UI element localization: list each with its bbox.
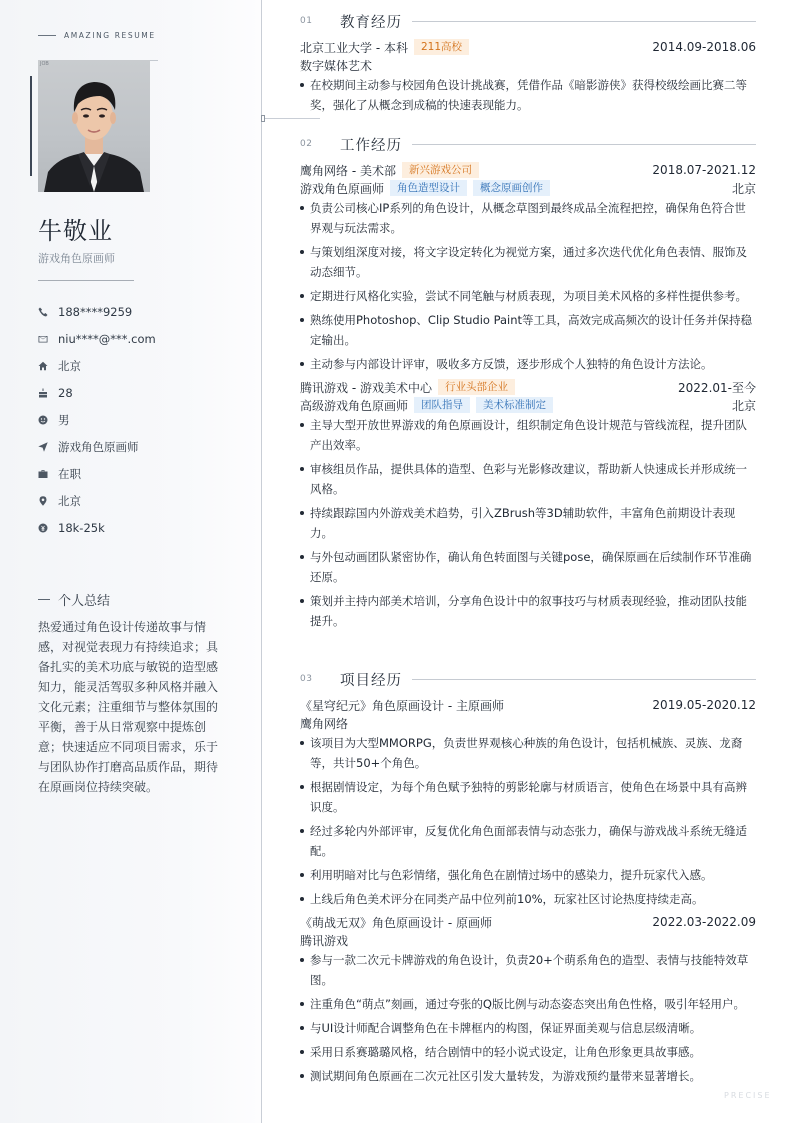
bullet-item: 在校期间主动参与校园角色设计挑战赛，凭借作品《暗影游侠》获得校级绘画比赛二等奖，强化了从概念到成稿的快速表现能力。	[300, 75, 756, 115]
bullet-item: 熟练使用Photoshop、Clip Studio Paint等工具，高效完成高频次的设计任务并保持稳定输出。	[300, 310, 756, 350]
bullet-item: 主动参与内部设计评审，吸收多方反馈，逐步形成个人独特的角色设计方法论。	[300, 354, 756, 374]
section-rule	[412, 21, 756, 22]
project-entry-head	[300, 913, 756, 931]
work-date: 2018.07-2021.12	[652, 163, 756, 177]
bullet-item: 负责公司核心IP系列的角色设计，从概念草图到最终成品全流程把控，确保角色符合世界观与玩法需求。	[300, 198, 756, 238]
section-title: 工作经历	[340, 137, 402, 154]
section-rule	[412, 679, 756, 680]
education-section	[300, 11, 756, 119]
bullet-item: 与UI设计师配合调整角色在卡牌框内的构图，保证界面美观与信息层级清晰。	[300, 1018, 756, 1038]
phone-icon	[38, 306, 58, 318]
section-heading	[300, 11, 756, 31]
contact-value: 18k-25k	[58, 520, 105, 535]
brand-rule	[38, 35, 56, 36]
brand-text: AMAZING RESUME	[64, 31, 156, 40]
work-position-row	[300, 396, 756, 414]
section-title: 教育经历	[340, 14, 402, 31]
company-tag: 行业头部企业	[438, 379, 515, 395]
contact-salary	[38, 514, 156, 541]
contact-target-role	[38, 433, 156, 460]
company-tag: 新兴游戏公司	[402, 162, 479, 178]
company-name: 鹰角网络 - 美术部	[300, 163, 396, 178]
contact-value: 在职	[58, 466, 81, 481]
summary-heading	[38, 590, 110, 609]
project-company: 鹰角网络	[300, 716, 349, 731]
bullet-item: 测试期间角色原画在二次元社区引发大量转发，为游戏预约量带来显著增长。	[300, 1066, 756, 1086]
profile-photo	[38, 60, 150, 192]
work-section	[300, 134, 756, 635]
mail-icon	[38, 333, 58, 345]
bullet-item: 与外包动画团队紧密协作，确认角色转面图与关键pose，确保原画在后续制作环节准确还原。	[300, 547, 756, 587]
education-bullets	[300, 75, 756, 115]
avatar	[38, 60, 150, 192]
brand	[38, 31, 156, 40]
project-name: 《星穹纪元》角色原画设计 - 主原画师	[300, 698, 504, 713]
project-bullets	[300, 950, 756, 1086]
school-name: 北京工业大学 - 本科	[300, 40, 408, 55]
position-title: 高级游戏角色原画师	[300, 398, 409, 413]
bullet-item: 经过多轮内外部评审，反复优化角色面部表情与动态张力，确保与游戏战斗系统无缝适配。	[300, 821, 756, 861]
summary-text: 热爱通过角色设计传递故事与情感，对视觉表现力有持续追求；具备扎实的美术功底与敏锐的造型感知力，能灵活驾驭多种风格并融入文化元素；注重细节与整体氛围的平衡，善于从日常观察中提炼创意；快速适应不同项目需求，乐于与团队协作打磨高品质作品，期待在原画岗位持续突破。	[38, 620, 219, 794]
work-city: 北京	[731, 398, 756, 413]
work-date: 2022.01-至今	[678, 380, 756, 395]
company-name: 腾讯游戏 - 游戏美术中心	[300, 380, 432, 395]
education-date: 2014.09-2018.06	[652, 40, 756, 54]
bullet-item: 定期进行风格化实验，尝试不同笔触与材质表现，为项目美术风格的多样性提供参考。	[300, 286, 756, 306]
project-date: 2022.03-2022.09	[652, 915, 756, 929]
contact-value: 北京	[58, 358, 81, 373]
location-pin-icon	[38, 495, 58, 507]
project-company-row	[300, 931, 756, 949]
project-company-row	[300, 714, 756, 732]
section-rule	[412, 144, 756, 145]
section-number: 01	[300, 16, 313, 26]
education-entry-head	[300, 38, 756, 56]
work-position-row	[300, 179, 756, 197]
work-entry-head	[300, 161, 756, 179]
bullet-item: 持续跟踪国内外游戏美术趋势，引入ZBrush等3D辅助软件，丰富角色前期设计表现力。	[300, 503, 756, 543]
contact-value: 188****9259	[58, 304, 133, 319]
bullet-item: 根据剧情设定，为每个角色赋予独特的剪影轮廓与材质语言，使角色在场景中具有高辨识度。	[300, 777, 756, 817]
major: 数字媒体艺术	[300, 58, 373, 73]
project-company: 腾讯游戏	[300, 933, 349, 948]
work-city: 北京	[731, 181, 756, 196]
sidebar	[0, 0, 262, 1123]
candidate-name: 牛敬业	[38, 217, 113, 245]
school-tag: 211高校	[414, 39, 469, 55]
project-entry-head	[300, 696, 756, 714]
project-bullets	[300, 733, 756, 909]
contact-location	[38, 487, 156, 514]
section-number: 02	[300, 139, 313, 149]
bullet-item: 利用明暗对比与色彩情绪，强化角色在剧情过场中的感染力，提升玩家代入感。	[300, 865, 756, 885]
role-divider	[38, 280, 134, 281]
bullet-item: 采用日系赛璐璐风格，结合剧情中的轻小说式设定，让角色形象更具故事感。	[300, 1042, 756, 1062]
contact-home	[38, 352, 156, 379]
bullet-item: 注重角色“萌点”刻画，通过夸张的Q版比例与动态姿态突出角色性格，吸引年轻用户。	[300, 994, 756, 1014]
briefcase-icon	[38, 468, 58, 480]
skill-tag: 团队指导	[414, 397, 470, 413]
skill-tag: 角色造型设计	[390, 180, 467, 196]
contact-email	[38, 325, 156, 352]
send-icon	[38, 441, 58, 453]
section-title: 项目经历	[340, 672, 402, 689]
contact-gender	[38, 406, 156, 433]
contact-value: 游戏角色原画师	[58, 439, 139, 454]
bullet-item: 该项目为大型MMORPG，负责世界观核心种族的角色设计，包括机械族、灵族、龙裔等，共计50+个角色。	[300, 733, 756, 773]
bullet-item: 上线后角色美术评分在同类产品中位列前10%，玩家社区讨论热度持续走高。	[300, 889, 756, 909]
portrait-illustration	[38, 60, 150, 192]
work-entry-head	[300, 378, 756, 396]
section-heading	[300, 669, 756, 689]
bullet-item: 审核组员作品，提供具体的造型、色彩与光影修改建议，帮助新人快速成长并形成统一风格。	[300, 459, 756, 499]
bullet-item: 主导大型开放世界游戏的角色原画设计，组织制定角色设计规范与管线流程，提升团队产出效率。	[300, 415, 756, 455]
gender-icon	[38, 414, 58, 426]
education-major-row	[300, 56, 756, 74]
section-heading	[300, 134, 756, 154]
contact-phone	[38, 298, 156, 325]
skill-tag: 美术标准制定	[476, 397, 553, 413]
contact-value: 28	[58, 385, 73, 400]
contact-status	[38, 460, 156, 487]
contact-value: 男	[58, 412, 70, 427]
skill-tag: 概念原画创作	[473, 180, 550, 196]
bullet-item: 策划并主持内部美术培训，分享角色设计中的叙事技巧与材质表现经验，推动团队技能提升。	[300, 591, 756, 631]
contact-value: niu****@***.com	[58, 331, 156, 346]
main-content	[262, 0, 794, 1123]
work-bullets	[300, 415, 756, 631]
salary-icon	[38, 522, 58, 534]
work-bullets	[300, 198, 756, 374]
bullet-item: 参与一款二次元卡牌游戏的角色设计，负责20+个萌系角色的造型、表情与技能特效草图。	[300, 950, 756, 990]
projects-section	[300, 669, 756, 1090]
contact-value: 北京	[58, 493, 81, 508]
project-name: 《萌战无双》角色原画设计 - 原画师	[300, 915, 492, 930]
position-title: 游戏角色原画师	[300, 181, 385, 196]
candidate-role: 游戏角色原画师	[38, 252, 115, 265]
photo-accent-bar	[30, 76, 32, 176]
section-number: 03	[300, 674, 313, 684]
summary-title: 个人总结	[58, 594, 111, 609]
contact-age	[38, 379, 156, 406]
summary-rule	[38, 599, 50, 600]
project-date: 2019.05-2020.12	[652, 698, 756, 712]
watermark: PRECISE	[724, 1091, 772, 1100]
photo-tag: JOB	[40, 61, 49, 67]
cake-icon	[38, 387, 58, 399]
home-icon	[38, 360, 58, 372]
bullet-item: 与策划组深度对接，将文字设定转化为视觉方案，通过多次迭代优化角色表情、服饰及动态细节。	[300, 242, 756, 282]
contact-list	[38, 298, 156, 541]
